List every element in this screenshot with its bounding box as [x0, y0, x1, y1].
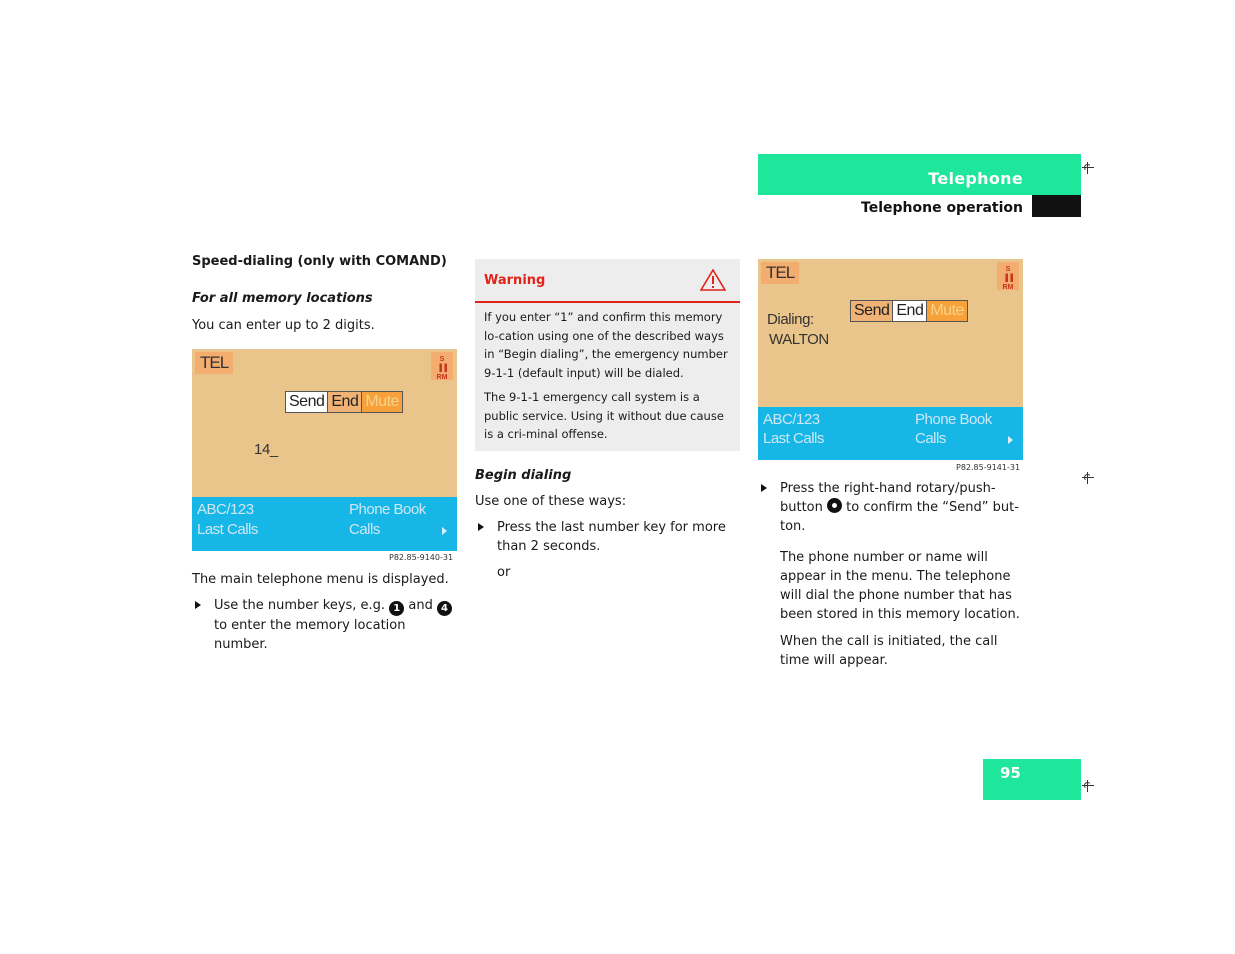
display-screenshot — [758, 259, 1023, 460]
menu-phone-book: Phone Book — [349, 501, 426, 518]
caption-text: The main telephone menu is displayed. — [192, 572, 449, 587]
header-bar — [758, 154, 1081, 195]
bullet-item — [758, 479, 1023, 536]
body-paragraph: When the call is initiated, the call time will appear. — [780, 634, 998, 668]
end-softkey: End — [893, 301, 927, 321]
tel-label: TEL — [195, 352, 233, 374]
warning-triangle-icon — [700, 269, 726, 291]
bullet-text: to enter the memory location number. — [214, 618, 406, 652]
column-2 — [475, 466, 740, 582]
softkey-bar — [285, 391, 403, 413]
rotary-knob-icon — [827, 498, 842, 513]
crop-mark-icon — [1082, 162, 1094, 174]
bullet-text: and — [408, 598, 433, 613]
menu-calls: Calls — [349, 521, 380, 538]
column-3 — [758, 479, 1023, 670]
header-marker — [1032, 195, 1081, 217]
dialing-name: WALTON — [769, 331, 829, 348]
bullet-item — [192, 596, 457, 654]
warning-paragraph: The 9-1-1 emergency call system is a public service. Using it without due cause is a cri-minal offense. — [484, 389, 724, 442]
or-text: or — [497, 565, 511, 580]
column-1 — [192, 252, 457, 335]
body-paragraph: The phone number or name will appear in the menu. The telephone will dial the phone number that has been stored in this memory location. — [780, 550, 1020, 622]
screen-menu — [192, 497, 457, 551]
display-screenshot — [192, 349, 457, 551]
warning-paragraph: If you enter “1” and confirm this memory lo-cation using one of the described ways in “Begin dialing”, the emergency number 9-1-1 (default input) will be dialed. — [484, 310, 728, 381]
mute-softkey: Mute — [362, 392, 402, 412]
sub-heading: For all memory locations — [192, 291, 373, 306]
warning-title: Warning — [484, 273, 546, 288]
arrow-right-icon — [1008, 436, 1013, 444]
warning-box — [475, 259, 740, 451]
menu-abc: ABC/123 — [197, 501, 254, 518]
bullet-item: Press the last number key for more than 2 seconds. — [475, 518, 740, 556]
send-softkey: Send — [286, 392, 328, 412]
section-heading: Speed-dialing (only with COMAND) — [192, 254, 447, 269]
crop-mark-icon — [1082, 780, 1094, 792]
menu-last-calls: Last Calls — [763, 430, 824, 447]
menu-phone-book: Phone Book — [915, 411, 992, 428]
bullet-text: Press the right-hand rotary/push-button — [780, 481, 996, 515]
signal-icon: S ▐▐ RM — [431, 352, 453, 380]
menu-calls: Calls — [915, 430, 946, 447]
arrow-right-icon — [442, 527, 447, 535]
menu-abc: ABC/123 — [763, 411, 820, 428]
page-number: 95 — [1000, 764, 1021, 782]
bullet-text: Use the number keys, e.g. — [214, 598, 386, 613]
intro-text: Use one of these ways: — [475, 494, 627, 509]
key-4-icon: 4 — [437, 601, 452, 616]
tel-label: TEL — [761, 262, 799, 284]
signal-icon: S ▐▐ RM — [997, 262, 1019, 290]
key-1-icon: 1 — [389, 601, 404, 616]
end-softkey: End — [328, 392, 362, 412]
softkey-bar — [850, 300, 968, 322]
subsection-title: Telephone operation — [861, 200, 1023, 216]
bullet-text: to confirm the “Send” but-ton. — [780, 500, 1019, 534]
dialing-label: Dialing: — [767, 311, 814, 328]
crop-mark-icon — [1082, 472, 1094, 484]
send-softkey: Send — [851, 301, 893, 321]
figure-ref: P82.85-9140-31 — [389, 553, 454, 562]
screen-menu — [758, 407, 1023, 460]
warning-body — [484, 308, 734, 449]
entry-display: 14_ — [254, 441, 278, 458]
intro-text: You can enter up to 2 digits. — [192, 318, 375, 333]
figure-ref: P82.85-9141-31 — [956, 463, 1021, 472]
section-title: Telephone — [928, 169, 1023, 188]
page-number-box — [983, 759, 1081, 800]
menu-last-calls: Last Calls — [197, 521, 258, 538]
warning-header — [475, 259, 740, 303]
column-1-lower — [192, 570, 457, 654]
sub-heading: Begin dialing — [475, 468, 572, 483]
mute-softkey: Mute — [927, 301, 967, 321]
